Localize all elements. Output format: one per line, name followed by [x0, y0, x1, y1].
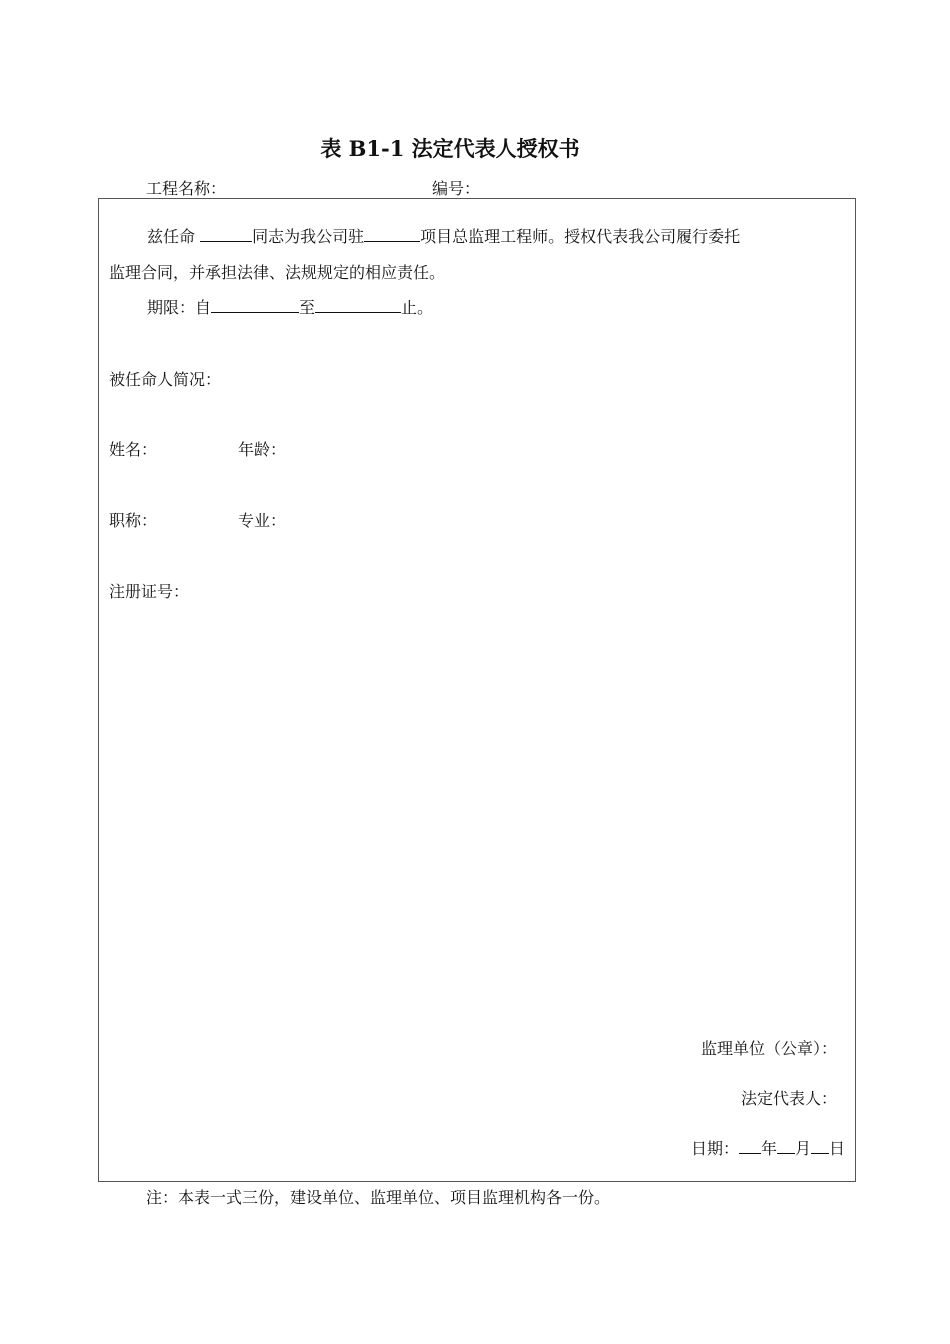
title-label: 职称： [109, 511, 158, 530]
year-blank[interactable] [739, 1139, 761, 1154]
number-label: 编号： [432, 179, 481, 198]
appoint-text-b: 同志为我公司驻 [252, 227, 365, 246]
period-from-label: 期限：自 [147, 298, 212, 317]
appoint-text-c: 项目总监理工程师。授权代表我公司履行委托 [420, 227, 741, 246]
year-label: 年 [760, 1139, 777, 1158]
legal-rep-label: 法定代表人： [740, 1089, 837, 1108]
appoint-text-a: 兹任命 [147, 227, 201, 246]
appointment-line-2: 监理合同，并承担法律、法规规定的相应责任。 [109, 263, 446, 282]
supervision-unit-label: 监理单位（公章）： [700, 1039, 837, 1058]
period-to-label: 至 [299, 298, 316, 317]
project-blank[interactable] [364, 227, 420, 242]
appointee-name-blank[interactable] [200, 227, 252, 242]
period-end-blank[interactable] [315, 298, 401, 313]
project-name-label: 工程名称： [146, 179, 227, 198]
age-label: 年龄： [238, 440, 287, 459]
appointee-info-label: 被任命人简况： [109, 370, 222, 389]
footnote: 注：本表一式三份，建设单位、监理单位、项目监理机构各一份。 [146, 1188, 611, 1207]
name-label: 姓名： [109, 440, 158, 459]
month-label: 月 [794, 1139, 811, 1158]
date-line [691, 1136, 845, 1159]
day-label: 日 [828, 1139, 845, 1158]
period-start-blank[interactable] [211, 298, 299, 313]
major-label: 专业： [238, 511, 287, 530]
date-label: 日期： [690, 1139, 739, 1158]
month-blank[interactable] [777, 1139, 795, 1154]
form-title: 表 B1-1 法定代表人授权书 [320, 136, 580, 161]
appointment-line-1 [147, 224, 740, 247]
period-end-label: 止。 [401, 298, 434, 317]
day-blank[interactable] [811, 1139, 829, 1154]
registration-number-label: 注册证号： [109, 582, 190, 601]
period-line [147, 295, 433, 318]
form-box [98, 198, 856, 1182]
